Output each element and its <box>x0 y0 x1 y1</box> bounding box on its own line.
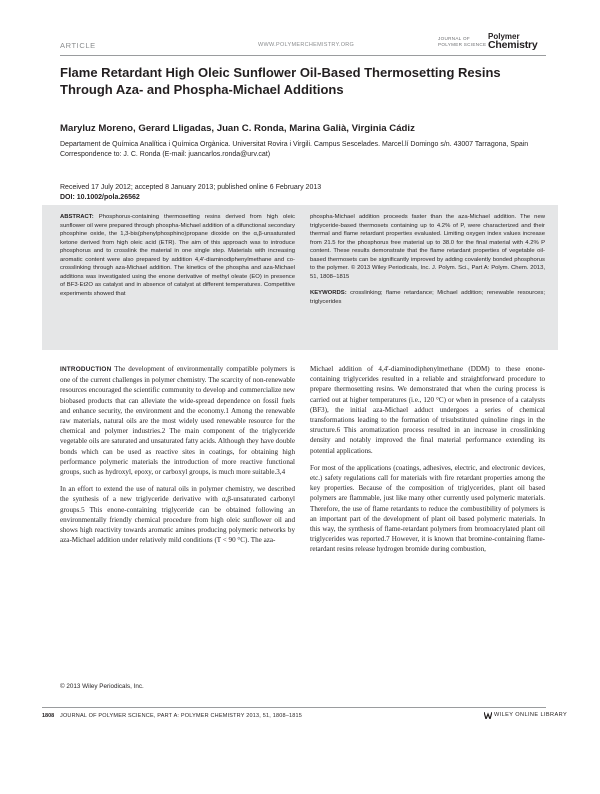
keywords <box>310 289 545 306</box>
brand-big-line-1: Polymer <box>488 32 520 41</box>
paragraph-4: For most of the applications (coatings, adhesives, electric, and electronic devices, etc.) safety regulations call for materials with fire retardant properties among the key properties. Because of the composition of triglycerides, plant oil based polymers are flammable, just like many other currently used polymeric materials. Therefore, the use of flame retardants to reduce the combustibility of polymers is an important part of the development of plant oil based polymeric materials. In this way, the synthesis of flame-retardant polymers from bromoacrylated plant oil triglycerides was reported.7 However, it is known that bromine-containing flame-retardant resins release hydrogen bromide during combustion, <box>310 463 545 554</box>
paragraph-1 <box>60 364 295 477</box>
journal-url[interactable]: WWW.POLYMERCHEMISTRY.ORG <box>258 42 355 48</box>
abstract-right-column <box>310 213 545 306</box>
journal-brand <box>438 31 546 53</box>
footer-journal-citation: JOURNAL OF POLYMER SCIENCE, PART A: POLYMER CHEMISTRY 2013, 51, 1808–1815 <box>60 713 303 719</box>
abstract-label: ABSTRACT: <box>60 214 94 220</box>
affiliation-block <box>60 140 546 159</box>
paragraph-2: In an effort to extend the use of natural oils in polymer chemistry, we described the synthesis of a new triglyceride derivative with α,β-unsaturated carbonyl groups.5 This enone-containing triglyceride can be obtained following an environmentally friendly chemical procedure from high oleic sunflower oil and shows high reactivity towards aromatic amines producing polymeric networks by aza-Michael addition under relatively mild conditions (T < 90 °C). The aza- <box>60 485 295 545</box>
copyright-notice: © 2013 Wiley Periodicals, Inc. <box>60 683 144 690</box>
page-number: 1808 <box>42 713 55 719</box>
brand-small-line-2: POLYMER SCIENCE <box>438 41 487 47</box>
author-list: Maryluz Moreno, Gerard Lligadas, Juan C. Ronda, Marina Galià, Virginia Cádiz <box>60 123 415 134</box>
wiley-logo-icon <box>484 712 492 719</box>
section-heading-introduction: INTRODUCTION <box>60 366 112 373</box>
header-divider <box>60 55 546 56</box>
paragraph-1-text: The development of environmentally compatible polymers is one of the current challenges in polymer chemistry. The scarcity of non-renewable resources encouraged the scientific community to develop and commercialize new biobased products that can alleviate the wide-spread dependence on fossil fuels and enhance security, the environment and the economy.1 Among the renewable raw materials, natural oils are the most widely used renewable resource for the chemical and polymer industries.2 The main component of the triglyceride vegetable oils are saturated and unsaturated fatty acids. Although they have double bonds which can be used as reactive sites in coatings, for obtaining high performance polymeric materials the introduction of more reactive functional groups, such as hydroxyl, epoxy, or carboxyl groups, is much more suitable.3,4 <box>60 365 295 477</box>
wiley-online-library-link[interactable] <box>484 711 568 720</box>
publication-history <box>60 183 546 202</box>
correspondence: Correspondence to: J. C. Ronda (E-mail: juancarlos.ronda@urv.cat) <box>60 150 271 158</box>
publisher-name: WILEY ONLINE LIBRARY <box>494 712 568 718</box>
footer-divider <box>42 707 546 708</box>
paragraph-3: Michael addition of 4,4'-diaminodiphenylmethane (DDM) to these enone-containing triglycerides resulted in a reliable and straightforward procedure to prepare thermosetting resins. We demonstrated that when the curing process is carried out at higher temperatures (i.e., 120 °C) or when in presence of a catalysts (BF3), the initial aza-Michael adduct undergoes a series of chemical transformations leading to the formation of trisubstituted quinoline rings in the structure.6 This aromatization process resulted in an increase in crosslinking density and notably improved the final material performance extending its potential applications. <box>310 365 545 455</box>
doi[interactable]: DOI: 10.1002/pola.26562 <box>60 193 140 201</box>
received-dates: Received 17 July 2012; accepted 8 January 2013; published online 6 February 2013 <box>60 184 322 191</box>
section-label: ARTICLE <box>60 41 96 50</box>
brand-big-line-2: Chemistry <box>488 39 538 51</box>
abstract-text-right: phospha-Michael addition proceeds faster than the aza-Michael addition. The new triglyceride-based thermosets containing up to 4.2% of P, were characterized and their thermal and flame retardant properties evaluated. Limiting oxygen index values increase from 21.5 for the phosphorus free material up to 38.0 for the final material with 4.2% P content. These results demonstrate that the flame retardant properties of vegetable oil-based thermosets can be significantly improved by adding covalently bonded phosphorus to the polymer. © 2013 Wiley Periodicals, Inc. J. Polym. Sci., Part A: Polym. Chem. 2013, 51, 1808–1815 <box>310 214 545 280</box>
abstract-left-column <box>60 213 295 298</box>
brand-small-line-1: JOURNAL OF <box>438 36 470 41</box>
keywords-label: KEYWORDS: <box>310 290 347 296</box>
affiliation: Departament de Química Analítica i Química Orgànica. Universitat Rovira i Virgili. Campus Sescelades. Marcel.lí Domingo s/n. 43007 Tarragona, Spain <box>60 141 529 148</box>
body-left-column <box>60 364 295 552</box>
article-title: Flame Retardant High Oleic Sunflower Oil-Based Thermosetting Resins Through Aza- and Phospha-Michael Additions <box>60 65 501 97</box>
body-right-column <box>310 364 545 562</box>
keywords-list: crosslinking; flame retardance; Michael addition; renewable resources; triglycerides <box>310 290 545 305</box>
abstract-text-left: Phosphorus-containing thermosetting resins derived from high oleic sunflower oil were prepared through phospha-Michael addition of a difunctional secondary phosphine oxide, the 1,3-bis(phenylphosphino)propane dioxide on the α,β-unsaturated ketone derived from high oleic acid (ETR). The aim of this approach was to introduce phosphorus and to crosslink the material in one single step. Materials with increasing aromatic content were also prepared by addition 4,4'-diaminodiphenylmethane and co-crosslinking through aza-Michael addition. The kinetics of the phospha and aza-Michael additions was investigated using the enone derivative of methyl oleate (EO) in presence of BF3·Et2O as catalyst and in absence of catalyst at different temperatures. Competitive experiments showed that <box>60 214 295 297</box>
